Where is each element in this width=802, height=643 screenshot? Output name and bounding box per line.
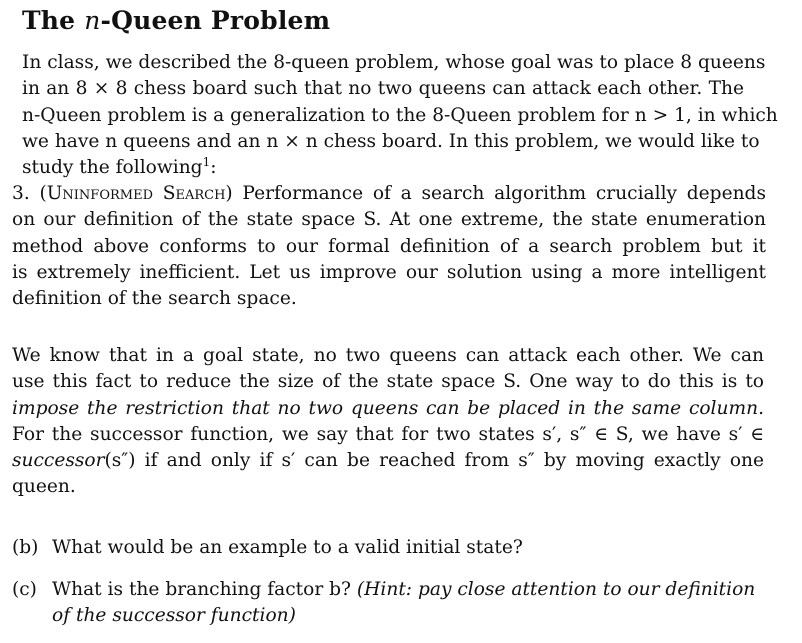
- page-title: [22, 6, 330, 35]
- item-c-text: What is the branching factor b?: [52, 579, 357, 600]
- item-c-hint-line-1: (Hint: pay close attention to our definition: [356, 579, 756, 600]
- question-heading: (Uninformed Search): [39, 183, 233, 204]
- intro-line-5: [22, 155, 744, 181]
- q3-line-5: definition of the search space.: [12, 288, 297, 310]
- title-prefix: The: [22, 6, 85, 35]
- question-number: 3.: [12, 183, 30, 204]
- question-item-c: [12, 577, 755, 630]
- title-math-variable: n: [84, 6, 101, 35]
- item-c-hint-line-2: of the successor function): [52, 605, 296, 627]
- know-line-1: We know that in a goal state, no two queens can attack each other. We can: [12, 345, 764, 366]
- intro-line-2: in an 8 × 8 chess board such that no two queens can attack each other. The: [22, 78, 744, 100]
- footnote-mark: 1: [202, 155, 211, 169]
- item-b-text: What would be an example to a valid initial state?: [52, 537, 523, 558]
- question-item-b: [12, 535, 523, 561]
- q3-line-3: method above conforms to our formal definition of a search problem but it: [12, 235, 766, 257]
- item-b-label: (b): [12, 537, 39, 558]
- intro-line-4: we have n queens and an n × n chess board. In this problem, we would like to: [22, 130, 760, 152]
- know-line-5-rest: if and only if s′ can be reached from s″ by moving exactly one: [135, 450, 764, 472]
- title-suffix: -Queen Problem: [100, 6, 331, 35]
- know-line-6: queen.: [12, 476, 76, 498]
- know-line-5: [12, 448, 764, 474]
- restriction-paragraph: [12, 343, 764, 501]
- intro-line-3: n-Queen problem is a generalization to the 8-Queen problem for n > 1, in which: [22, 104, 778, 126]
- know-line-2: use this fact to reduce the size of the state space S. One way to do this is to: [12, 371, 764, 393]
- q3-line-2: on our definition of the state space S. At one extreme, the state enumeration: [12, 209, 766, 231]
- q3-line-4: is extremely inefficient. Let us improve our solution using a more intelligent: [12, 261, 766, 283]
- successor-argument: (s″): [104, 450, 136, 472]
- intro-line-1: In class, we described the 8-queen problem, whose goal was to place 8 queens: [22, 52, 766, 73]
- intro-line-5-text: study the following: [22, 157, 203, 179]
- q3-line-1: [12, 181, 766, 207]
- know-line-4: For the successor function, we say that for two states s′, s″ ∈ S, we have s′ ∈: [12, 423, 764, 445]
- item-c-label: (c): [12, 579, 37, 600]
- know-line-3-emphasis: impose the restriction that no two queens can be placed in the same column.: [12, 397, 764, 419]
- intro-line-5-end: :: [210, 157, 217, 179]
- question-3-paragraph: [12, 181, 766, 312]
- q3-line-1-rest: Performance of a search algorithm crucially depends: [232, 183, 766, 204]
- successor-function-name: successor: [12, 450, 105, 472]
- intro-paragraph: [22, 50, 778, 181]
